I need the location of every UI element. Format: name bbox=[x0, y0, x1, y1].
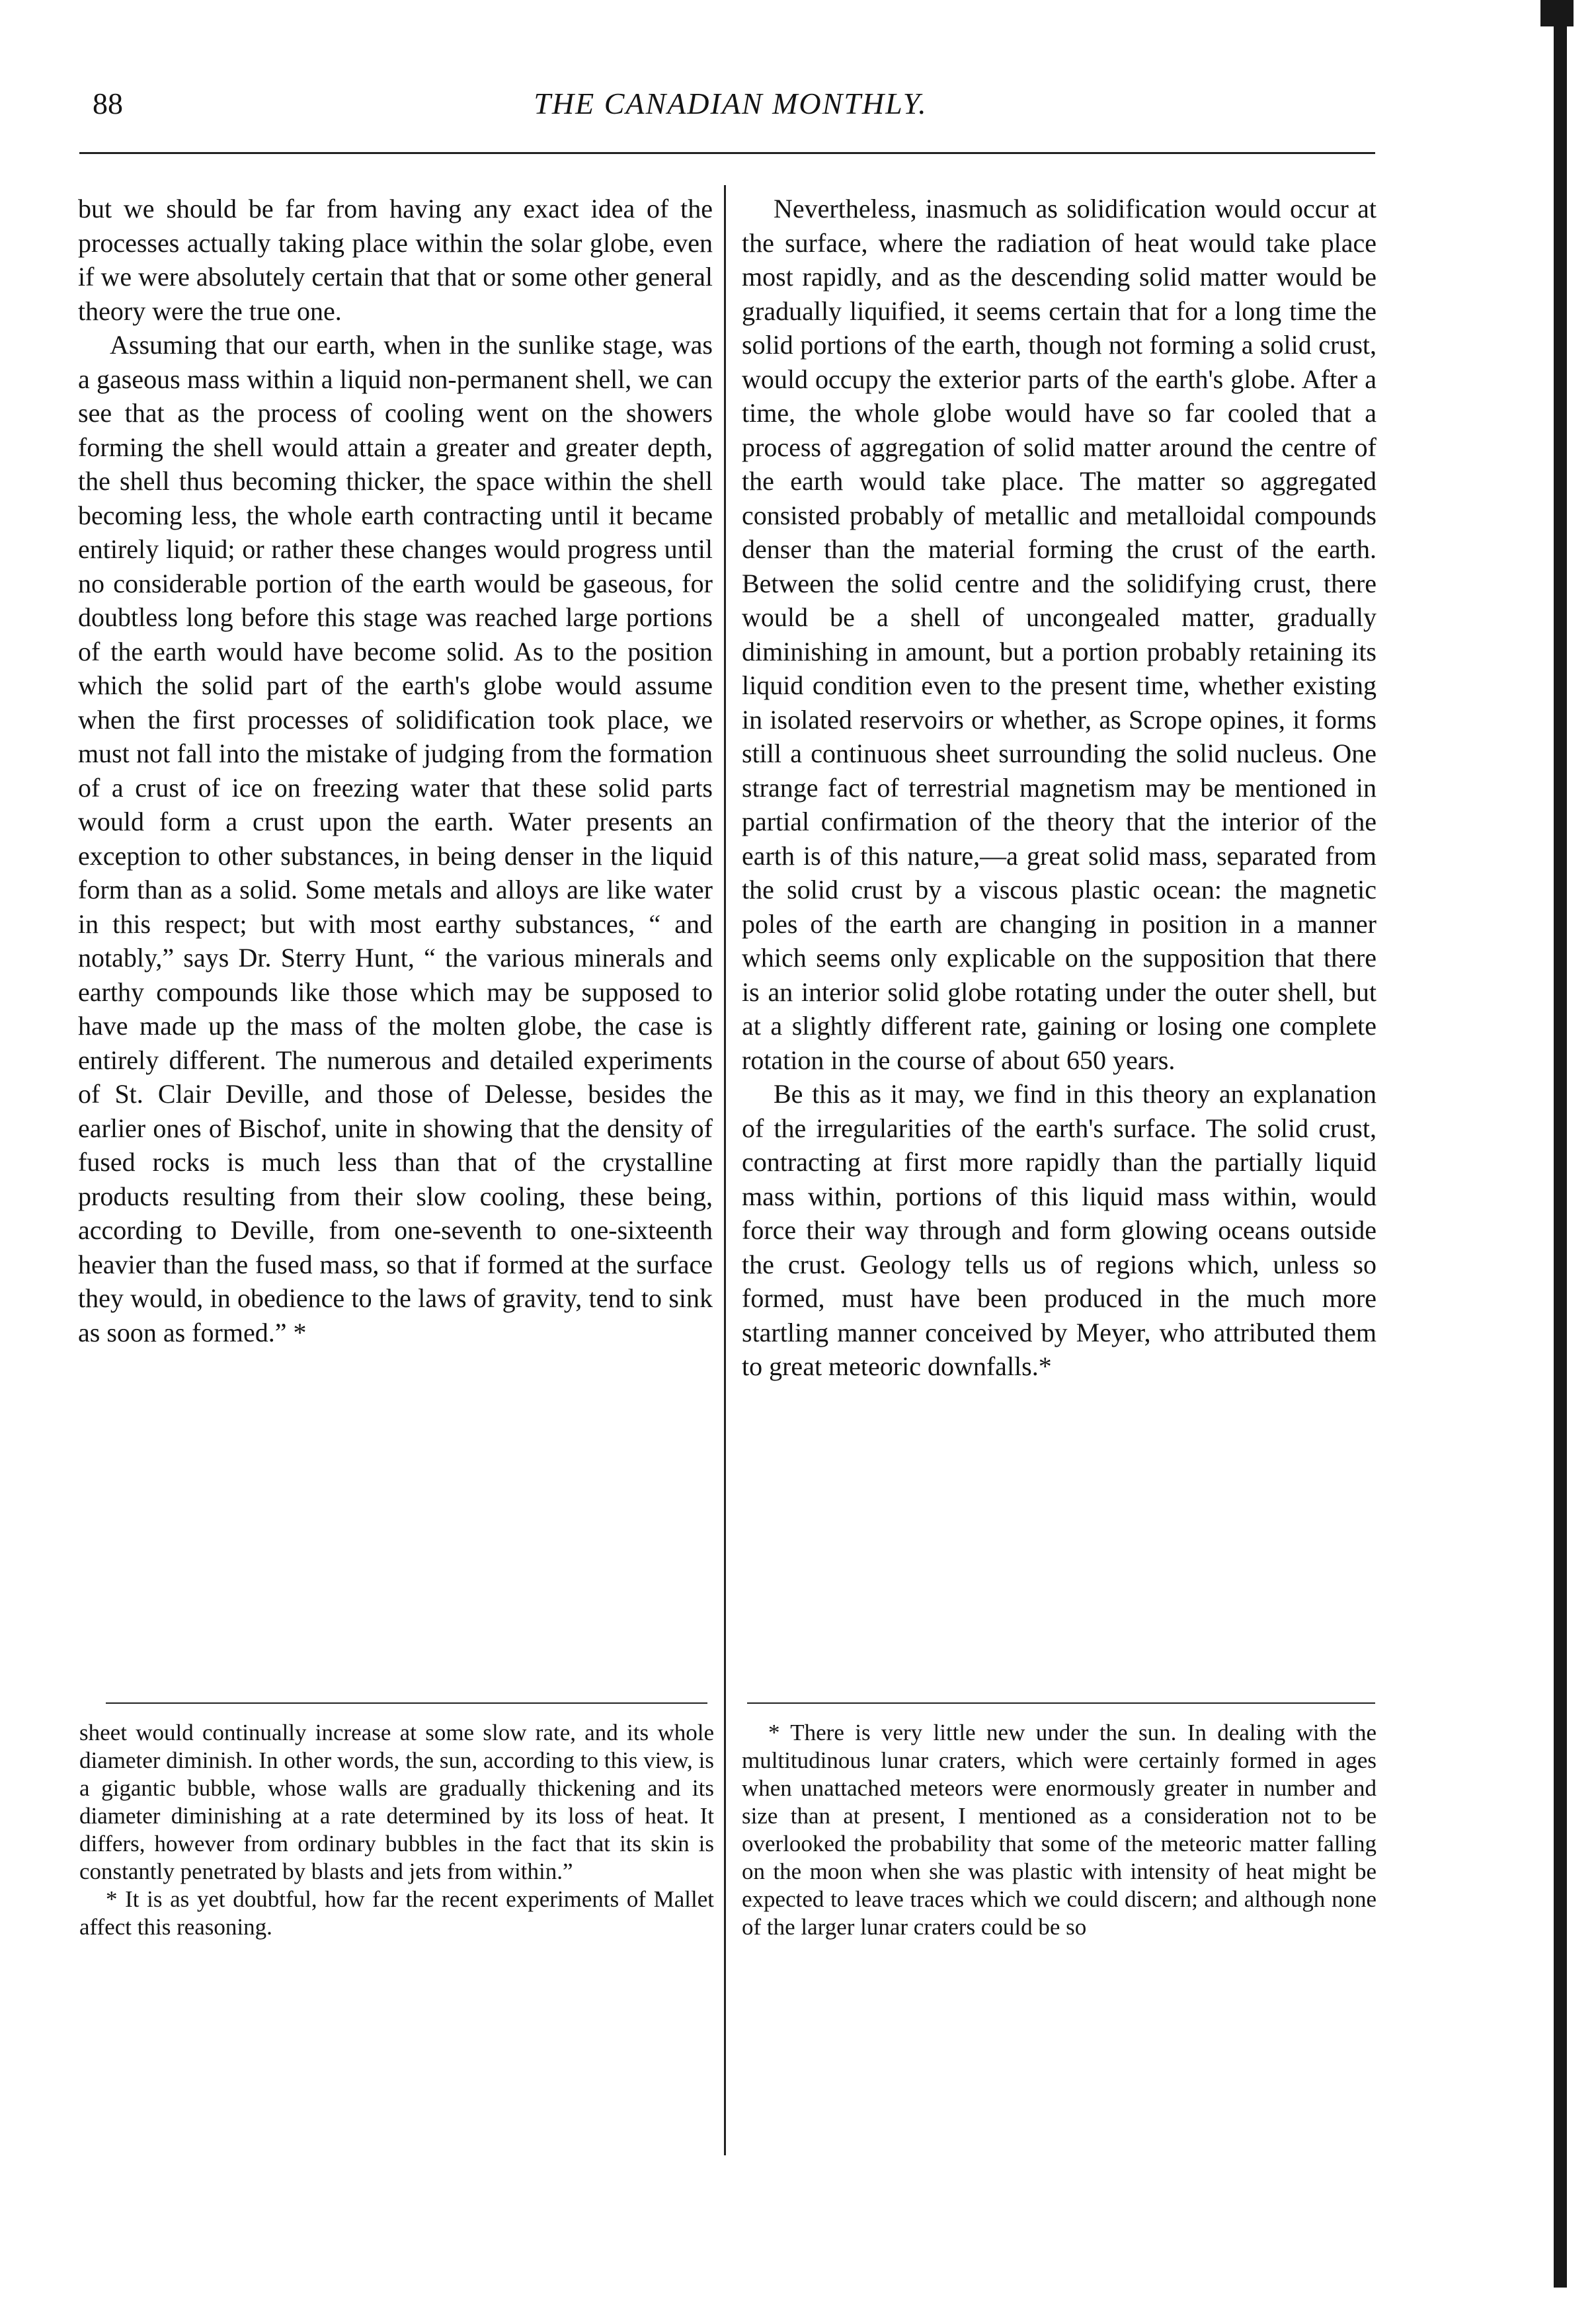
footnotes-left bbox=[79, 1719, 714, 1941]
left-paragraph-1: but we should be far from having any exact idea of the processes actually taking place within the solar globe, even if we were absolutely certain that that or some other general theory were the true one. bbox=[78, 194, 713, 326]
right-paragraph-2: Be this as it may, we find in this theory an explanation of the irregularities of the earth's surface. The solid crust, contracting at first more rapidly than the partially liquid mass within, portions of this liquid mass within, would force their way through and form glowing oceans outside the crust. Geology tells us of regions which, unless so formed, must have been produced in the much more startling manner conceived by Meyer, who attributed them to great meteoric downfalls.* bbox=[742, 1079, 1377, 1381]
left-column bbox=[0, 192, 713, 1349]
running-title: THE CANADIAN MONTHLY. bbox=[534, 87, 928, 120]
right-paragraph-1: Nevertheless, inasmuch as solidification would occur at the surface, where the radiation of heat would take place most rapidly, and as the descending solid matter would be gradually liquified, it seems certain that for a long time the solid portions of the earth, though not forming a solid crust, would occupy the exterior parts of the earth's globe. After a time, the whole globe would have so far cooled that a process of aggregation of solid matter around the centre of the earth would take place. The matter so aggregated consisted probably of metallic and metalloidal compounds denser than the material forming the crust of the earth. Between the solid centre and the solidifying crust, there would be a shell of uncongealed matter, gradually diminishing in amount, but a portion probably retaining its liquid condition even to the present time, whether existing in isolated reservoirs or whether, as Scrope opines, it forms still a continuous sheet surrounding the solid nucleus. One strange fact of terrestrial magnetism may be mentioned in partial confirmation of the theory that the interior of the earth is of this nature,—a great solid mass, separated from the solid crust by a viscous plastic ocean: the magnetic poles of the earth are changing in position in a manner which seems only explicable on the supposition that there is an interior solid globe rotating under the outer shell, but at a slightly different rate, gaining or losing one complete rotation in the course of about 650 years. bbox=[742, 194, 1377, 1075]
right-column bbox=[742, 192, 1377, 1384]
footnote-continuation: sheet would continually increase at some slow rate, and its whole diameter diminish. In other words, the sun, according to this view, is a gigantic bubble, whose walls are gradually thickening and its diameter diminishing at a rate determined by its loss of heat. It differs, however from ordinary bubbles in the fact that its skin is constantly penetrated by blasts and jets from within.” bbox=[79, 1720, 714, 1884]
footnote-rule-left bbox=[106, 1702, 707, 1704]
page-header bbox=[93, 79, 1369, 132]
footnote-lunar-craters: * There is very little new under the sun. In dealing with the multitudinous lunar craters, which were certainly formed in ages when unattached meteors were enormously greater in number and size than at present, I mentioned as a consideration not to be overlooked the probability that some of the meteoric matter falling on the moon when she was plastic with intensity of heat might be expected to leave traces which we could discern; and although none of the larger lunar craters could be so bbox=[742, 1720, 1377, 1940]
page-edge-bar bbox=[1554, 13, 1567, 2288]
footnote-mallet: * It is as yet doubtful, how far the recent experiments of Mallet affect this reasoning. bbox=[79, 1886, 714, 1940]
page-number: 88 bbox=[93, 87, 123, 120]
footnotes-right bbox=[742, 1719, 1377, 1941]
column-divider bbox=[724, 185, 726, 2155]
footnote-rule-right bbox=[747, 1702, 1375, 1704]
header-rule bbox=[79, 152, 1375, 154]
left-paragraph-2: Assuming that our earth, when in the sunlike stage, was a gaseous mass within a liquid non-permanent shell, we can see that as the process of cooling went on the showers forming the shell would attain a greater and greater depth, the shell thus becoming thicker, the space within the shell becoming less, the whole earth contracting until it became entirely liquid; or rather these changes would progress until no considerable portion of the earth would be gaseous, for doubtless long before this stage was reached large portions of the earth would have become solid. As to the position which the solid part of the earth's globe would assume when the first processes of solidification took place, we must not fall into the mistake of judging from the formation of a crust of ice on freezing water that these solid parts would form a crust upon the earth. Water presents an exception to other substances, in being denser in the liquid form than as a solid. Some metals and alloys are like water in this respect; but with most earthy substances, “ and notably,” says Dr. Sterry Hunt, “ the various minerals and earthy compounds like those which may be supposed to have made up the mass of the molten globe, the case is entirely different. The numerous and detailed experiments of St. Clair Deville, and those of Delesse, besides the earlier ones of Bischof, unite in showing that the density of fused rocks is much less than that of the crystalline products resulting from their slow cooling, these being, according to Deville, from one-seventh to one-sixteenth heavier than the fused mass, so that if formed at the surface they would, in obedience to the laws of gravity, tend to sink as soon as formed.” * bbox=[78, 330, 713, 1347]
